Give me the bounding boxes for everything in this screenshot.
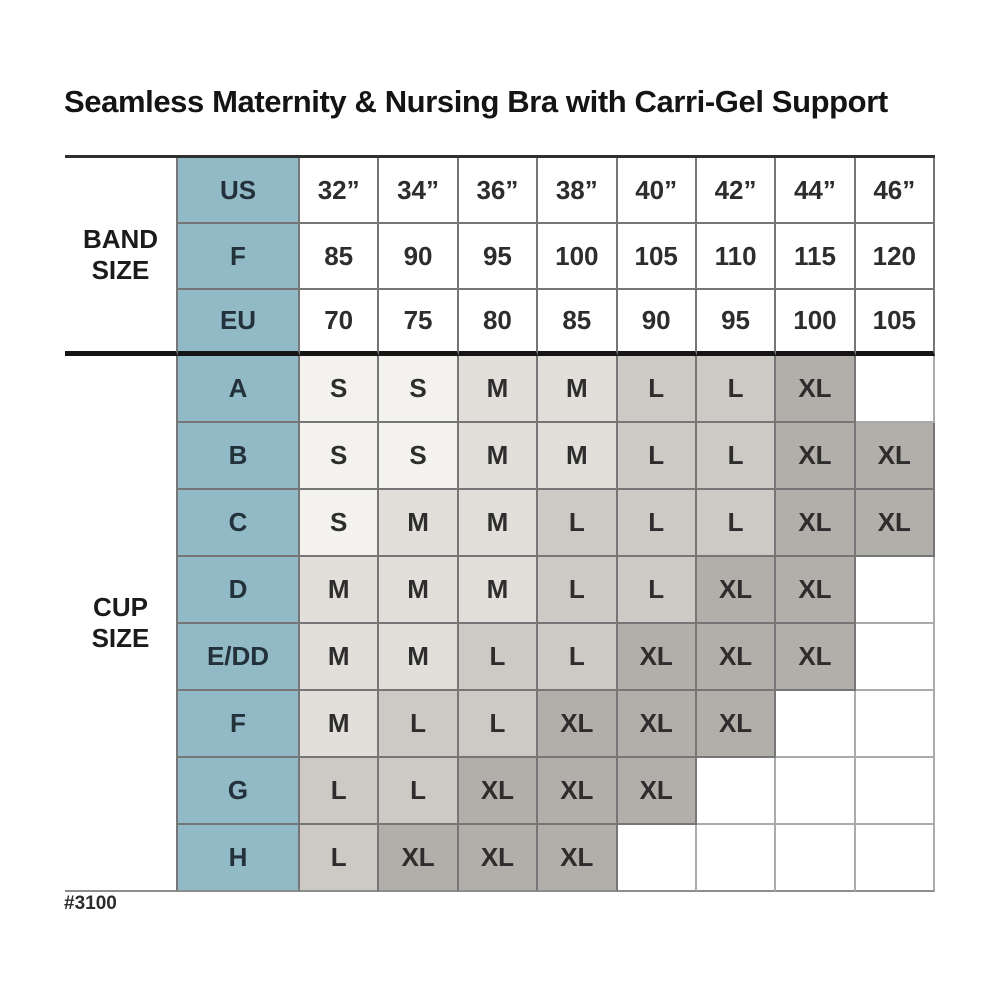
size-cell: M: [538, 423, 617, 490]
band-value-cell: 40”: [618, 158, 697, 224]
size-cell: XL: [776, 356, 855, 423]
size-cell: XL: [697, 691, 776, 758]
empty-cell: [856, 356, 935, 423]
size-cell: L: [459, 624, 538, 691]
size-cell: L: [697, 423, 776, 490]
page-title: Seamless Maternity & Nursing Bra with Carri-Gel Support: [64, 84, 888, 119]
cup-row-label: A: [178, 356, 300, 423]
size-cell: L: [618, 557, 697, 624]
cup-row-label: H: [178, 825, 300, 892]
size-cell: XL: [538, 691, 617, 758]
size-cell: M: [379, 624, 458, 691]
size-cell: L: [538, 490, 617, 557]
cup-row-label: C: [178, 490, 300, 557]
band-value-cell: 80: [459, 290, 538, 356]
band-value-cell: 36”: [459, 158, 538, 224]
band-value-cell: 120: [856, 224, 935, 290]
cup-row-label: E/DD: [178, 624, 300, 691]
size-cell: XL: [618, 691, 697, 758]
band-value-cell: 100: [538, 224, 617, 290]
band-value-cell: 70: [300, 290, 379, 356]
size-cell: S: [379, 423, 458, 490]
empty-cell: [856, 691, 935, 758]
size-cell: L: [379, 758, 458, 825]
band-value-cell: 75: [379, 290, 458, 356]
size-cell: M: [300, 691, 379, 758]
size-cell: M: [300, 557, 379, 624]
size-cell: M: [538, 356, 617, 423]
size-cell: XL: [776, 423, 855, 490]
size-cell: XL: [459, 825, 538, 892]
size-cell: S: [300, 490, 379, 557]
size-cell: M: [459, 490, 538, 557]
cup-row-label: G: [178, 758, 300, 825]
size-cell: M: [300, 624, 379, 691]
band-value-cell: 100: [776, 290, 855, 356]
size-cell: L: [618, 423, 697, 490]
empty-cell: [697, 825, 776, 892]
size-cell: L: [538, 557, 617, 624]
size-cell: S: [379, 356, 458, 423]
band-value-cell: 38”: [538, 158, 617, 224]
size-cell: XL: [776, 557, 855, 624]
size-cell: XL: [776, 624, 855, 691]
product-number: #3100: [64, 893, 117, 914]
size-cell: L: [459, 691, 538, 758]
size-cell: L: [618, 356, 697, 423]
cup-row-label: B: [178, 423, 300, 490]
band-row-label: F: [178, 224, 300, 290]
size-cell: M: [379, 557, 458, 624]
empty-cell: [776, 758, 855, 825]
band-value-cell: 85: [538, 290, 617, 356]
band-value-cell: 46”: [856, 158, 935, 224]
size-cell: L: [379, 691, 458, 758]
band-value-cell: 32”: [300, 158, 379, 224]
size-cell: M: [459, 423, 538, 490]
band-row-label: EU: [178, 290, 300, 356]
cup-size-label: CUP SIZE: [65, 356, 178, 892]
empty-cell: [856, 557, 935, 624]
empty-cell: [776, 691, 855, 758]
size-cell: XL: [856, 423, 935, 490]
cup-row-label: D: [178, 557, 300, 624]
band-value-cell: 105: [618, 224, 697, 290]
band-value-cell: 42”: [697, 158, 776, 224]
band-row-label: US: [178, 158, 300, 224]
band-value-cell: 44”: [776, 158, 855, 224]
size-cell: M: [459, 356, 538, 423]
empty-cell: [697, 758, 776, 825]
size-cell: L: [300, 758, 379, 825]
size-cell: XL: [697, 624, 776, 691]
size-cell: XL: [618, 758, 697, 825]
band-value-cell: 95: [697, 290, 776, 356]
size-cell: L: [618, 490, 697, 557]
empty-cell: [618, 825, 697, 892]
band-value-cell: 34”: [379, 158, 458, 224]
size-cell: L: [538, 624, 617, 691]
size-cell: XL: [459, 758, 538, 825]
cup-row-label: F: [178, 691, 300, 758]
empty-cell: [856, 825, 935, 892]
size-cell: XL: [538, 758, 617, 825]
band-size-label: BAND SIZE: [65, 158, 178, 356]
size-cell: S: [300, 423, 379, 490]
size-cell: L: [300, 825, 379, 892]
size-cell: M: [379, 490, 458, 557]
band-value-cell: 90: [618, 290, 697, 356]
band-value-cell: 105: [856, 290, 935, 356]
size-cell: XL: [856, 490, 935, 557]
band-value-cell: 85: [300, 224, 379, 290]
band-value-cell: 115: [776, 224, 855, 290]
empty-cell: [856, 758, 935, 825]
size-cell: XL: [776, 490, 855, 557]
band-value-cell: 90: [379, 224, 458, 290]
size-cell: L: [697, 490, 776, 557]
size-chart-table: [65, 155, 935, 892]
size-cell: XL: [379, 825, 458, 892]
band-value-cell: 110: [697, 224, 776, 290]
size-cell: XL: [618, 624, 697, 691]
band-value-cell: 95: [459, 224, 538, 290]
size-cell: S: [300, 356, 379, 423]
size-cell: M: [459, 557, 538, 624]
empty-cell: [776, 825, 855, 892]
size-cell: XL: [538, 825, 617, 892]
size-cell: L: [697, 356, 776, 423]
empty-cell: [856, 624, 935, 691]
size-cell: XL: [697, 557, 776, 624]
